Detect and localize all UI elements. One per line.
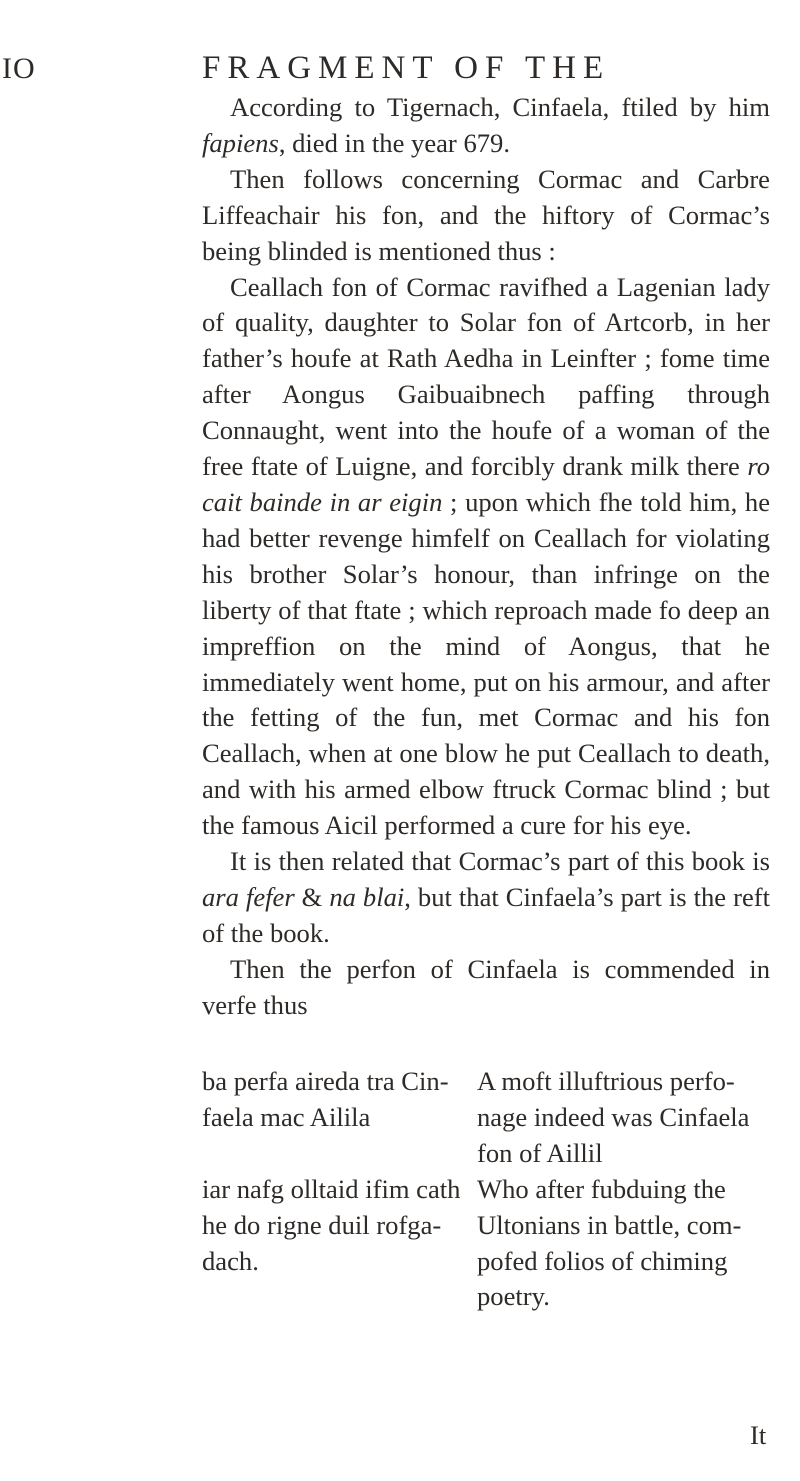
text-run: Then the perfon of Cinfaela is commended in verfe thus [202, 953, 770, 1020]
verse-line: poetry. [477, 1281, 550, 1312]
verse-line: Who after fubduing the [477, 1173, 726, 1204]
verse-line: A moft illuftrious perfo- [477, 1066, 735, 1096]
text-run: & [294, 881, 330, 912]
verse-line: nage indeed was Cinfaela [477, 1101, 750, 1132]
text-run: It is then related that Cormac’s part of this book is [230, 846, 770, 877]
paragraph [202, 952, 770, 1024]
verse-line: faela mac Ailila [202, 1101, 371, 1132]
italic-run: na blai [329, 881, 405, 912]
verse-line: pofed folios of chiming [477, 1245, 728, 1276]
text-run: Ceallach fon of Cormac ravifhed a Lagenian lady of quality, daughter to Solar fon of Artcorb, in her father’s houfe at Rath Aedha in Leinfter ; fome time after Aongus Gaibuaibnech paffing through Connaught, went into the houfe of a woman of the free ftate of Luigne, and forcibly drank milk there [202, 271, 770, 482]
text-run: According to Tigernach, Cinfaela, ftiled by him [230, 92, 770, 122]
italic-run: fapiens [202, 127, 279, 158]
body-text [202, 90, 770, 1024]
italic-run: ro cait bainde in ar eigin [202, 451, 770, 517]
paragraph [202, 844, 770, 952]
paragraph [202, 270, 770, 845]
verse-line: fon of Aillil [477, 1137, 603, 1168]
verse-stanza [202, 1064, 782, 1172]
verse-english [477, 1064, 782, 1172]
catchword: It [750, 1420, 767, 1450]
verse-english [477, 1172, 782, 1316]
verse-stanza [202, 1172, 782, 1316]
paragraph [202, 90, 770, 162]
verse-line: ba perfa aireda tra Cin- [202, 1066, 449, 1096]
text-run: ; upon which fhe told him, he had better revenge himfelf on Ceallach for violating his brother Solar’s honour, than infringe on the liberty of that ftate ; which reproach made fo deep an impreffion on the mind of Aongus, that he immediately went home, put on his armour, and after the fetting of the fun, met Cormac and his fon Ceallach, when at one blow he put Ceallach to death, and with his armed elbow ftruck Cormac blind ; but the famous Aicil performed a cure for his eye. [202, 486, 770, 841]
running-title: FRAGMENT OF THE [202, 50, 611, 86]
verse-line: dach. [202, 1245, 259, 1276]
verse-irish [202, 1064, 472, 1172]
verse-line: Ultonians in battle, com- [477, 1209, 742, 1240]
text-run: , but that Cinfaela’s part is the reft of the book. [202, 881, 771, 948]
verse-line: iar nafg olltaid ifim cath [202, 1173, 461, 1204]
page-number: IO [2, 52, 36, 85]
verse-block [202, 1064, 782, 1315]
text-run: , died in the year 679. [278, 127, 510, 158]
italic-run: ara fefer [202, 881, 295, 912]
verse-line: he do rigne duil rofga- [202, 1209, 442, 1240]
text-run: Then follows concerning Cormac and Carbre Liffeachair his fon, and the hiftory of Cormac’s being blinded is mentioned thus : [202, 163, 770, 266]
verse-irish [202, 1172, 472, 1316]
paragraph [202, 162, 770, 270]
